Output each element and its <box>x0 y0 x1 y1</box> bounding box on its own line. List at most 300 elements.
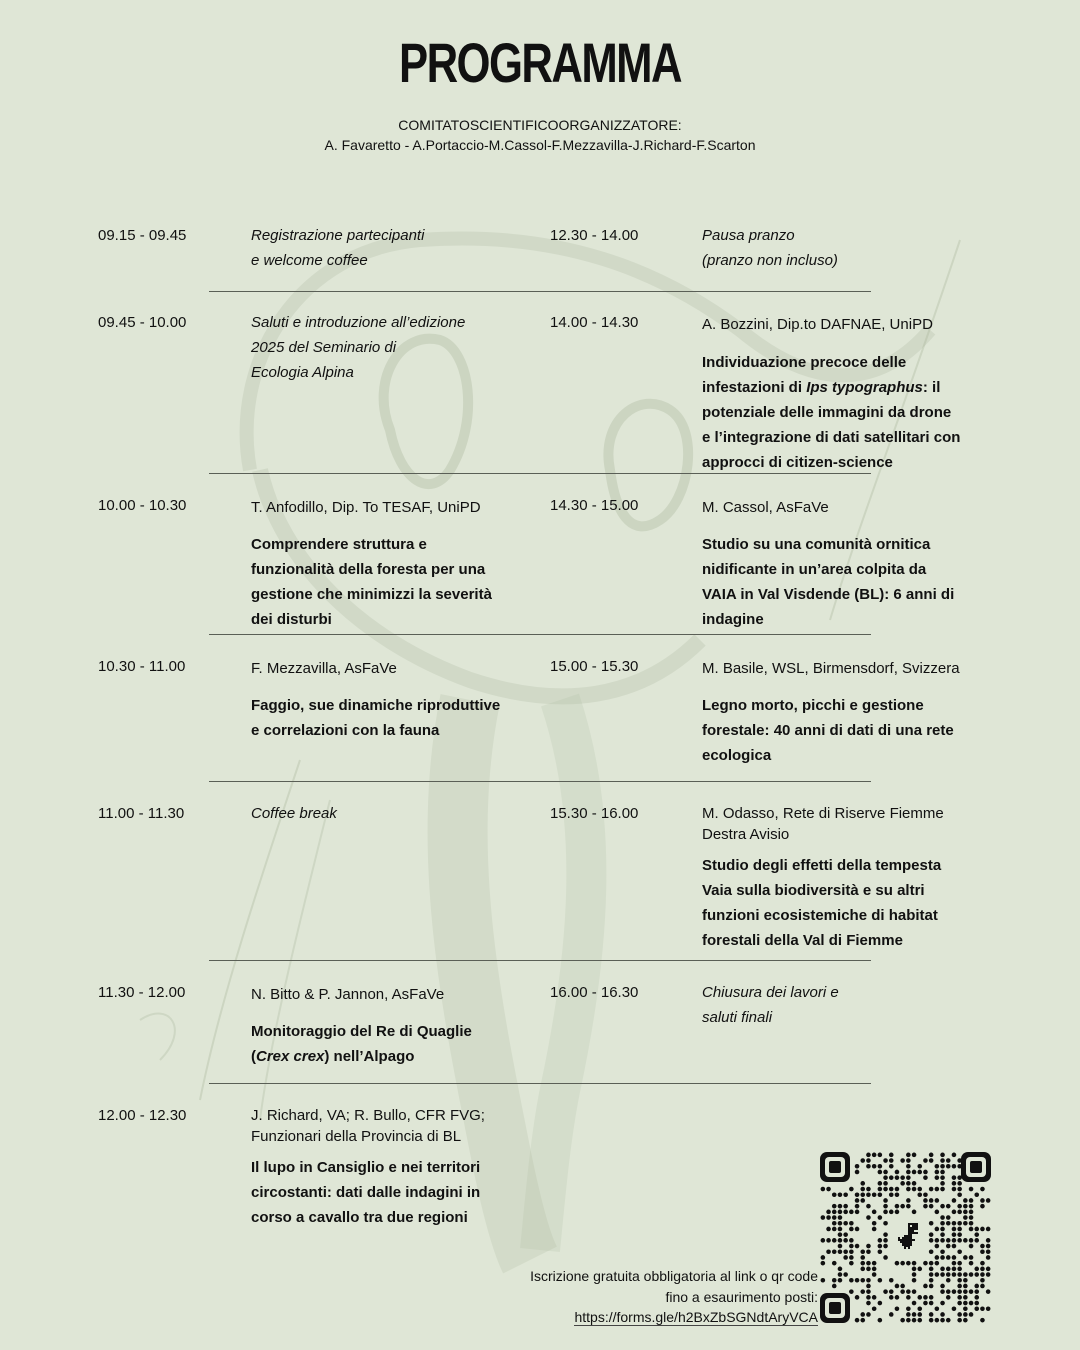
qr-module <box>878 1153 883 1158</box>
qr-module <box>878 1187 883 1192</box>
qr-module <box>957 1312 962 1317</box>
qr-module <box>826 1215 831 1220</box>
qr-module <box>855 1204 860 1209</box>
qr-module <box>821 1187 826 1192</box>
qr-module <box>957 1238 962 1243</box>
qr-module <box>826 1238 831 1243</box>
qr-module <box>952 1175 957 1180</box>
slot-talk-title: Monitoraggio del Re di Quaglie (Crex crex) nell’Alpago <box>251 1023 472 1065</box>
qr-module <box>906 1198 911 1203</box>
qr-module <box>940 1204 945 1209</box>
qr-module <box>912 1272 917 1277</box>
qr-module <box>974 1272 979 1277</box>
qr-module <box>878 1170 883 1175</box>
qr-module <box>935 1187 940 1192</box>
qr-module <box>974 1267 979 1272</box>
qr-module <box>872 1267 877 1272</box>
qr-module <box>952 1181 957 1186</box>
qr-module <box>832 1261 837 1266</box>
slot-talk-title: Studio degli effetti della tempesta Vaia sulla biodiversità e su altri funzioni ecosistemiche di habitat forestali della Val di Fiemme <box>702 857 942 949</box>
qr-module <box>878 1215 883 1220</box>
slot-speaker: M. Cassol, AsFaVe <box>702 499 829 516</box>
qr-module <box>952 1164 957 1169</box>
qr-module <box>929 1284 934 1289</box>
slot-time: 15.00 - 15.30 <box>550 658 639 675</box>
qr-module <box>969 1272 974 1277</box>
qr-module <box>866 1187 871 1192</box>
qr-module <box>946 1164 951 1169</box>
slot-time: 11.00 - 11.30 <box>98 805 185 822</box>
qr-module <box>946 1221 951 1226</box>
qr-module <box>946 1289 951 1294</box>
qr-module <box>860 1312 865 1317</box>
slot-speaker: A. Bozzini, Dip.to DAFNAE, UniPD <box>702 316 933 333</box>
qr-module <box>940 1267 945 1272</box>
qr-module <box>946 1272 951 1277</box>
qr-module <box>980 1198 985 1203</box>
qr-module <box>974 1289 979 1294</box>
qr-module <box>860 1278 865 1283</box>
qr-module <box>940 1158 945 1163</box>
qr-module <box>849 1210 854 1215</box>
qr-module <box>952 1153 957 1158</box>
slot-note: Registrazione partecipanti e welcome coffee <box>251 227 425 269</box>
qr-module <box>860 1267 865 1272</box>
qr-module <box>940 1312 945 1317</box>
qr-module <box>883 1210 888 1215</box>
qr-module <box>940 1181 945 1186</box>
slot-time: 16.00 - 16.30 <box>550 984 639 1001</box>
qr-module <box>832 1210 837 1215</box>
qr-module <box>821 1255 826 1260</box>
qr-module <box>980 1284 985 1289</box>
slot-speaker: M. Basile, WSL, Birmensdorf, Svizzera <box>702 660 960 677</box>
qr-module <box>906 1153 911 1158</box>
qr-module <box>832 1192 837 1197</box>
qr-module <box>963 1215 968 1220</box>
qr-module <box>855 1164 860 1169</box>
qr-module <box>866 1192 871 1197</box>
qr-module <box>900 1318 905 1323</box>
qr-module <box>866 1261 871 1266</box>
qr-module <box>855 1318 860 1323</box>
qr-module <box>969 1244 974 1249</box>
qr-module <box>952 1267 957 1272</box>
qr-module <box>935 1170 940 1175</box>
qr-module <box>883 1221 888 1226</box>
qr-module <box>906 1289 911 1294</box>
qr-module <box>838 1204 843 1209</box>
qr-module <box>957 1175 962 1180</box>
qr-module <box>957 1261 962 1266</box>
qr-module <box>963 1284 968 1289</box>
qr-module <box>963 1306 968 1311</box>
qr-module <box>821 1215 826 1220</box>
qr-finder-top-right <box>961 1152 991 1182</box>
qr-module <box>917 1267 922 1272</box>
qr-module <box>912 1289 917 1294</box>
qr-module <box>872 1261 877 1266</box>
qr-module <box>878 1164 883 1169</box>
qr-module <box>849 1249 854 1254</box>
registration-text: fino a esaurimento posti: <box>665 1289 818 1305</box>
qr-module <box>832 1278 837 1283</box>
qr-module <box>878 1244 883 1249</box>
page-title: PROGRAMMA <box>399 31 681 94</box>
qr-module <box>866 1295 871 1300</box>
qr-module <box>952 1261 957 1266</box>
qr-module <box>883 1187 888 1192</box>
qr-module <box>940 1249 945 1254</box>
committee-members: A. Favaretto - A.Portaccio-M.Cassol-F.Mezzavilla-J.Richard-F.Scarton <box>324 137 756 153</box>
qr-module <box>878 1192 883 1197</box>
qr-module <box>980 1318 985 1323</box>
slot-note: Saluti e introduzione all’edizione 2025 del Seminario di Ecologia Alpina <box>251 314 466 381</box>
qr-module <box>878 1301 883 1306</box>
slot-talk-title: Comprendere struttura e funzionalità della foresta per una gestione che minimizzi la severità dei disturbi <box>251 536 492 628</box>
qr-module <box>923 1192 928 1197</box>
qr-module <box>872 1295 877 1300</box>
qr-module <box>838 1227 843 1232</box>
qr-module <box>866 1249 871 1254</box>
qr-module <box>866 1164 871 1169</box>
qr-module <box>889 1158 894 1163</box>
qr-module <box>912 1278 917 1283</box>
qr-module <box>883 1181 888 1186</box>
slot-note: Pausa pranzo (pranzo non incluso) <box>702 227 838 269</box>
qr-module <box>855 1198 860 1203</box>
qr-module <box>957 1295 962 1300</box>
qr-module <box>929 1278 934 1283</box>
qr-module <box>940 1238 945 1243</box>
qr-module <box>849 1221 854 1226</box>
qr-module <box>912 1170 917 1175</box>
qr-module <box>843 1238 848 1243</box>
qr-module <box>974 1301 979 1306</box>
qr-module <box>872 1306 877 1311</box>
qr-module <box>963 1295 968 1300</box>
qr-module <box>883 1204 888 1209</box>
qr-module <box>889 1187 894 1192</box>
qr-module <box>872 1272 877 1277</box>
qr-module <box>866 1301 871 1306</box>
qr-module <box>940 1164 945 1169</box>
qr-module <box>940 1301 945 1306</box>
qr-module <box>860 1318 865 1323</box>
qr-module <box>860 1255 865 1260</box>
qr-module <box>969 1221 974 1226</box>
qr-module <box>986 1249 991 1254</box>
qr-module <box>900 1204 905 1209</box>
qr-module <box>980 1278 985 1283</box>
qr-module <box>935 1198 940 1203</box>
qr-module <box>895 1284 900 1289</box>
qr-module <box>929 1158 934 1163</box>
qr-module <box>957 1301 962 1306</box>
qr-module <box>843 1272 848 1277</box>
qr-module <box>906 1295 911 1300</box>
qr-module <box>986 1267 991 1272</box>
qr-module <box>889 1278 894 1283</box>
qr-module <box>889 1175 894 1180</box>
qr-module <box>952 1289 957 1294</box>
qr-module <box>986 1238 991 1243</box>
qr-module <box>855 1295 860 1300</box>
qr-module <box>929 1238 934 1243</box>
qr-module <box>883 1244 888 1249</box>
qr-module <box>843 1192 848 1197</box>
qr-module <box>843 1221 848 1226</box>
qr-module <box>900 1261 905 1266</box>
qr-module <box>952 1210 957 1215</box>
qr-module <box>986 1272 991 1277</box>
qr-module <box>957 1272 962 1277</box>
qr-module <box>935 1210 940 1215</box>
qr-module <box>935 1227 940 1232</box>
qr-module <box>912 1312 917 1317</box>
qr-module <box>872 1153 877 1158</box>
qr-module <box>969 1187 974 1192</box>
slot-talk-title: Legno morto, picchi e gestione forestale: 40 anni di dati di una rete ecologica <box>702 697 954 764</box>
qr-module <box>923 1204 928 1209</box>
qr-code[interactable] <box>820 1152 991 1323</box>
qr-module <box>855 1210 860 1215</box>
qr-module <box>860 1289 865 1294</box>
qr-module <box>849 1261 854 1266</box>
qr-module <box>843 1249 848 1254</box>
qr-module <box>957 1289 962 1294</box>
qr-module <box>940 1153 945 1158</box>
qr-module <box>974 1306 979 1311</box>
qr-module <box>980 1249 985 1254</box>
qr-module <box>957 1181 962 1186</box>
qr-module <box>929 1187 934 1192</box>
slot-speaker: T. Anfodillo, Dip. To TESAF, UniPD <box>251 499 481 516</box>
qr-code-image <box>820 1152 991 1323</box>
registration-link[interactable]: https://forms.gle/h2BxZbSGNdtAryVCA <box>574 1309 818 1325</box>
qr-module <box>860 1261 865 1266</box>
qr-module <box>878 1238 883 1243</box>
qr-module <box>832 1238 837 1243</box>
qr-module <box>883 1175 888 1180</box>
qr-module <box>895 1170 900 1175</box>
qr-module <box>935 1164 940 1169</box>
qr-module <box>980 1204 985 1209</box>
qr-module <box>895 1306 900 1311</box>
qr-module <box>843 1232 848 1237</box>
qr-module <box>923 1261 928 1266</box>
qr-module <box>889 1289 894 1294</box>
qr-module <box>929 1249 934 1254</box>
qr-module <box>878 1181 883 1186</box>
qr-module <box>883 1170 888 1175</box>
qr-module <box>963 1238 968 1243</box>
qr-module <box>866 1284 871 1289</box>
qr-module <box>923 1198 928 1203</box>
qr-module <box>940 1175 945 1180</box>
qr-module <box>952 1198 957 1203</box>
qr-module <box>929 1267 934 1272</box>
qr-module <box>963 1272 968 1277</box>
qr-module <box>878 1278 883 1283</box>
qr-module <box>952 1255 957 1260</box>
qr-module <box>980 1306 985 1311</box>
qr-module <box>849 1244 854 1249</box>
qr-module <box>838 1210 843 1215</box>
qr-module <box>855 1227 860 1232</box>
qr-module <box>946 1238 951 1243</box>
qr-module <box>929 1272 934 1277</box>
qr-module <box>832 1227 837 1232</box>
qr-module <box>838 1232 843 1237</box>
qr-module <box>969 1301 974 1306</box>
qr-module <box>889 1153 894 1158</box>
qr-module <box>843 1255 848 1260</box>
qr-module <box>940 1255 945 1260</box>
qr-module <box>917 1187 922 1192</box>
slot-talk-title: Individuazione precoce delle infestazioni di Ips typographus: il potenziale delle immagini da drone e l’integrazione di dati satellitari con approcci di citizen-science <box>702 354 961 471</box>
qr-module <box>986 1227 991 1232</box>
qr-module <box>946 1244 951 1249</box>
qr-module <box>900 1175 905 1180</box>
qr-module <box>821 1261 826 1266</box>
qr-module <box>912 1318 917 1323</box>
qr-module <box>952 1187 957 1192</box>
qr-module <box>952 1232 957 1237</box>
qr-module <box>952 1238 957 1243</box>
qr-module <box>935 1261 940 1266</box>
slot-time: 10.30 - 11.00 <box>98 658 186 675</box>
qr-module <box>855 1244 860 1249</box>
slot-time: 11.30 - 12.00 <box>98 984 186 1001</box>
qr-module <box>895 1295 900 1300</box>
qr-module <box>929 1312 934 1317</box>
qr-module <box>969 1227 974 1232</box>
qr-module <box>855 1278 860 1283</box>
slot-speaker: N. Bitto & P. Jannon, AsFaVe <box>251 986 445 1003</box>
qr-module <box>946 1204 951 1209</box>
qr-module <box>843 1204 848 1209</box>
qr-module <box>860 1198 865 1203</box>
qr-module <box>946 1278 951 1283</box>
separator <box>209 781 871 782</box>
qr-module <box>940 1232 945 1237</box>
qr-module <box>821 1278 826 1283</box>
qr-module <box>940 1227 945 1232</box>
qr-module <box>895 1204 900 1209</box>
qr-module <box>866 1278 871 1283</box>
qr-module <box>969 1289 974 1294</box>
qr-module <box>935 1272 940 1277</box>
qr-module <box>957 1284 962 1289</box>
qr-module <box>866 1153 871 1158</box>
committee-label: COMITATOSCIENTIFICOORGANIZZATORE: <box>398 117 682 133</box>
qr-module <box>974 1295 979 1300</box>
qr-module <box>969 1204 974 1209</box>
qr-module <box>849 1227 854 1232</box>
qr-module <box>889 1312 894 1317</box>
qr-module <box>980 1187 985 1192</box>
qr-module <box>826 1210 831 1215</box>
qr-module <box>895 1175 900 1180</box>
qr-module <box>986 1255 991 1260</box>
qr-module <box>957 1232 962 1237</box>
qr-module <box>849 1289 854 1294</box>
qr-module <box>929 1232 934 1237</box>
qr-module <box>900 1284 905 1289</box>
qr-module <box>906 1170 911 1175</box>
qr-module <box>963 1221 968 1226</box>
qr-module <box>906 1175 911 1180</box>
qr-module <box>906 1306 911 1311</box>
qr-module <box>974 1284 979 1289</box>
qr-module <box>952 1221 957 1226</box>
qr-module <box>957 1192 962 1197</box>
qr-module <box>980 1227 985 1232</box>
qr-module <box>963 1210 968 1215</box>
qr-module <box>849 1255 854 1260</box>
qr-module <box>957 1221 962 1226</box>
qr-module <box>889 1164 894 1169</box>
qr-module <box>923 1301 928 1306</box>
qr-module <box>923 1158 928 1163</box>
qr-module <box>860 1158 865 1163</box>
qr-module <box>843 1210 848 1215</box>
qr-module <box>986 1244 991 1249</box>
qr-module <box>832 1204 837 1209</box>
qr-module <box>849 1278 854 1283</box>
qr-module <box>895 1210 900 1215</box>
slot-talk-title: Faggio, sue dinamiche riproduttive e correlazioni con la fauna <box>251 697 501 739</box>
qr-module <box>940 1215 945 1220</box>
qr-module <box>957 1158 962 1163</box>
qr-module <box>980 1267 985 1272</box>
qr-module <box>917 1318 922 1323</box>
qr-module <box>974 1232 979 1237</box>
qr-module <box>946 1158 951 1163</box>
qr-module <box>986 1306 991 1311</box>
qr-module <box>980 1272 985 1277</box>
qr-module <box>969 1255 974 1260</box>
qr-module <box>838 1278 843 1283</box>
qr-module <box>866 1204 871 1209</box>
separator <box>209 960 871 961</box>
qr-module <box>969 1215 974 1220</box>
qr-module <box>929 1153 934 1158</box>
qr-module <box>883 1232 888 1237</box>
qr-module <box>838 1221 843 1226</box>
qr-module <box>878 1249 883 1254</box>
qr-module <box>883 1238 888 1243</box>
qr-module <box>969 1210 974 1215</box>
qr-module <box>969 1198 974 1203</box>
qr-module <box>838 1244 843 1249</box>
qr-module <box>912 1187 917 1192</box>
separator <box>209 634 871 635</box>
qr-module <box>963 1289 968 1294</box>
qr-module <box>940 1221 945 1226</box>
qr-module <box>906 1312 911 1317</box>
qr-module <box>889 1192 894 1197</box>
qr-module <box>889 1210 894 1215</box>
qr-module <box>946 1215 951 1220</box>
qr-module <box>963 1198 968 1203</box>
qr-module <box>838 1215 843 1220</box>
qr-module <box>963 1204 968 1209</box>
qr-module <box>935 1318 940 1323</box>
qr-module <box>929 1301 934 1306</box>
qr-module <box>906 1187 911 1192</box>
